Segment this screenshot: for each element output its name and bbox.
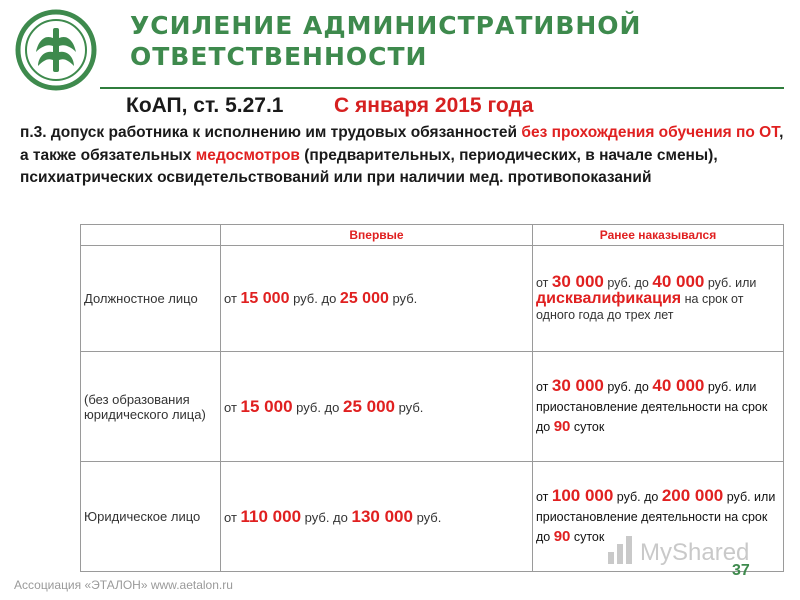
repeat-penalty — [532, 352, 783, 462]
amount-from: 110 000 — [240, 506, 302, 526]
intro-text-2: , а также обязательных — [20, 124, 784, 164]
text: руб. — [394, 399, 424, 415]
first-penalty — [221, 352, 533, 462]
table-header-repeat: Ранее наказывался — [532, 225, 783, 246]
text: руб. до — [289, 290, 340, 306]
row-label: (без образования юридического лица) — [81, 352, 221, 462]
row-label: Юридическое лицо — [81, 462, 221, 572]
days-count: 90 — [553, 528, 571, 545]
watermark-text: MyShared — [640, 539, 750, 566]
title-divider — [100, 87, 784, 89]
text: руб. до — [292, 399, 343, 415]
amount-from: 30 000 — [551, 272, 604, 291]
effective-date: С января 2015 года — [334, 94, 534, 117]
text: от — [224, 509, 241, 525]
amount-from: 15 000 — [240, 396, 293, 416]
intro-highlight-training: без прохождения обучения по ОТ — [521, 124, 780, 141]
table-header-empty — [81, 225, 221, 246]
amount-from: 15 000 — [240, 289, 290, 307]
text: от — [535, 276, 552, 290]
intro-text-3: (предварительных, периодических, в начале смены), психиатрических освидетельствований или при наличии мед. противопоказаний — [20, 146, 718, 186]
text: от — [535, 380, 552, 394]
days-count: 90 — [553, 418, 571, 435]
text: суток — [570, 420, 605, 434]
first-penalty — [221, 246, 533, 352]
table-row — [81, 246, 784, 352]
amount-to: 40 000 — [652, 272, 705, 291]
text: руб. или приостановление деятельности на срок до — [535, 490, 776, 544]
table-header-row — [81, 225, 784, 246]
page-title — [130, 10, 730, 72]
amount-from: 30 000 — [551, 376, 604, 395]
text: руб. до — [301, 509, 352, 525]
text: от — [535, 490, 552, 504]
amount-to: 130 000 — [351, 506, 413, 526]
text: от — [224, 290, 241, 306]
table-row — [81, 352, 784, 462]
title-line-2: ОТВЕТСТВЕННОСТИ — [130, 42, 428, 71]
text: суток — [570, 530, 605, 544]
intro-highlight-medical: медосмотров — [195, 146, 300, 164]
penalties-table — [80, 224, 784, 572]
intro-paragraph — [20, 122, 790, 190]
footer-text: Ассоциация «ЭТАЛОН» www.aetalon.ru — [14, 578, 233, 592]
row-label: Должностное лицо — [81, 246, 221, 352]
title-line-1: УСИЛЕНИЕ АДМИНИСТРАТИВНОЙ — [130, 11, 642, 40]
disqualification-text: дисквалификация — [535, 290, 682, 307]
text: руб. до — [603, 276, 653, 290]
amount-to: 200 000 — [661, 486, 724, 505]
myshared-watermark-icon — [606, 532, 776, 568]
amount-to: 25 000 — [342, 396, 395, 416]
text: от — [224, 399, 241, 415]
text: руб. — [388, 290, 418, 306]
law-article: КоАП, ст. 5.27.1 — [126, 94, 284, 117]
repeat-penalty — [532, 246, 783, 352]
text: руб. или приостановление деятельности на срок до — [535, 380, 768, 434]
etalon-logo-icon — [14, 8, 98, 92]
text: руб. — [412, 509, 442, 525]
intro-text-1: п.3. допуск работника к исполнению им трудовых обязанностей — [20, 124, 522, 141]
page-number: 37 — [732, 562, 750, 579]
text: руб. до — [613, 490, 662, 504]
amount-to: 40 000 — [652, 376, 705, 395]
amount-to: 25 000 — [339, 289, 389, 307]
amount-from: 100 000 — [551, 486, 614, 505]
first-penalty — [221, 462, 533, 572]
text: на срок от одного года до трех лет — [535, 292, 744, 322]
text: руб. или — [704, 276, 757, 290]
text: руб. до — [603, 380, 653, 394]
table-header-first: Впервые — [221, 225, 533, 246]
